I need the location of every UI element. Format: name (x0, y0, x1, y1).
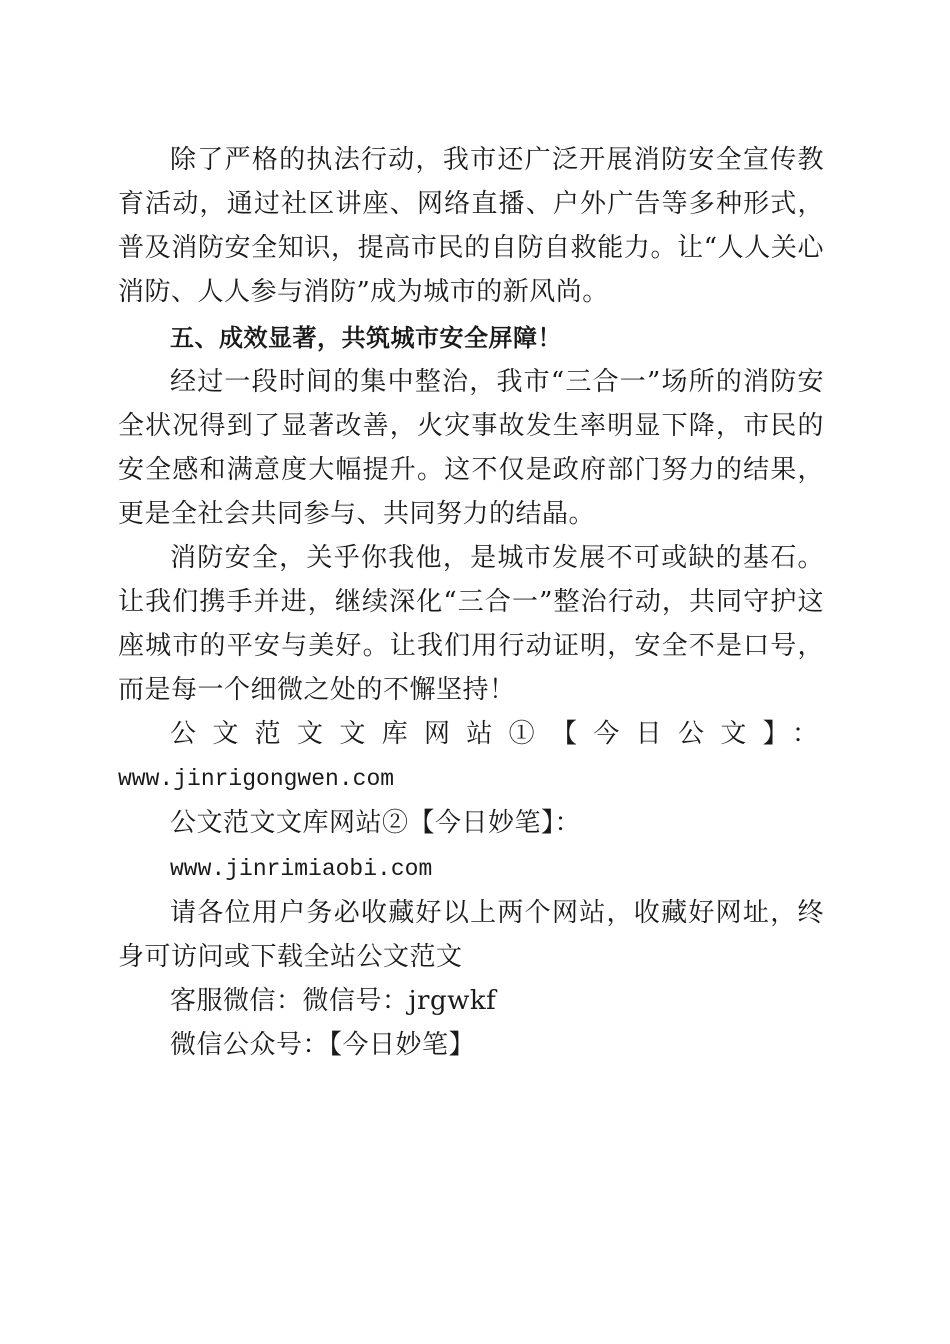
notice-paragraph: 请各位用户务必收藏好以上两个网站，收藏好网址，终身可访问或下载全站公文范文 (118, 898, 824, 972)
section-heading: 五、成效显著，共筑城市安全屏障！ (170, 324, 562, 352)
document-page (118, 138, 824, 1067)
body-paragraph: 消防安全，关乎你我他，是城市发展不可或缺的基石。让我们携手并进，继续深化“三合一”整治行动，共同守护这座城市的平安与美好。让我们用行动证明，安全不是口号，而是每一个细微之处的不懈坚持！ (118, 543, 824, 705)
site1-label: 公文范文文库网站①【今日公文】： (170, 719, 824, 749)
site1-url-text[interactable]: www.jinrigongwen.com (118, 766, 395, 792)
site2-line (118, 801, 824, 891)
official-account: 微信公众号：【今日妙笔】 (170, 1030, 476, 1060)
site2-label: 公文范文文库网站②【今日妙笔】： (170, 808, 582, 838)
body-paragraph: 除了严格的执法行动，我市还广泛开展消防安全宣传教育活动，通过社区讲座、网络直播、户外广告等多种形式，普及消防安全知识，提高市民的自防自救能力。让“人人关心消防、人人参与消防”成为城市的新风尚。 (118, 145, 824, 307)
site1-url[interactable] (118, 756, 824, 801)
service-wechat: 客服微信：微信号：jrgwkf (170, 986, 497, 1016)
body-paragraph: 经过一段时间的集中整治，我市“三合一”场所的消防安全状况得到了显著改善，火灾事故发生率明显下降，市民的安全感和满意度大幅提升。这不仅是政府部门努力的结果，更是全社会共同参与、共同努力的结晶。 (118, 367, 824, 529)
site2-url[interactable]: www.jinrimiaobi.com (170, 856, 433, 882)
